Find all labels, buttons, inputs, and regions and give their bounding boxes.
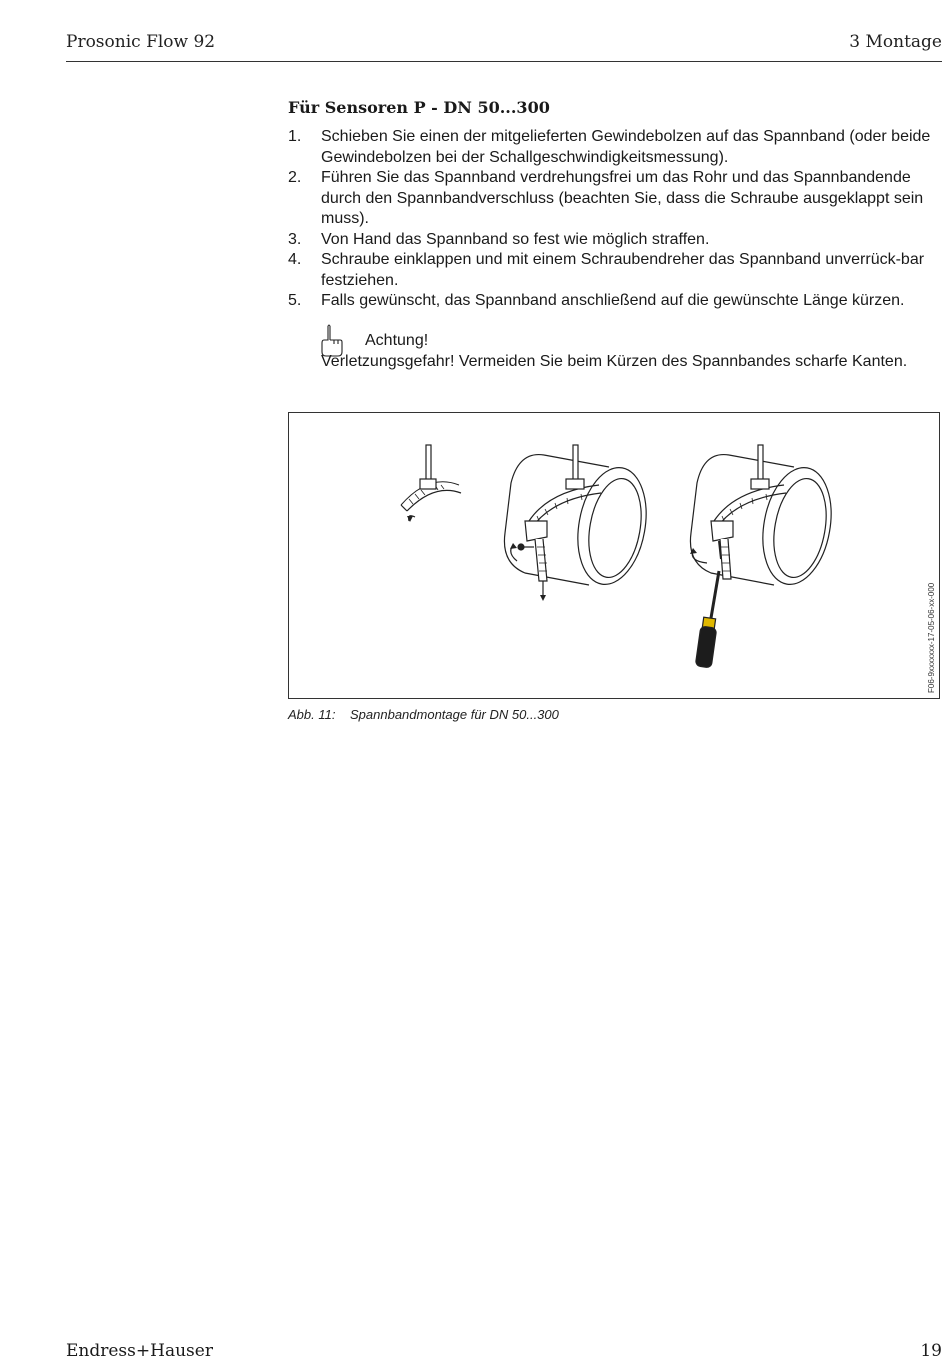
step-number: 1. [288, 128, 302, 145]
footer-company: Endress+Hauser [66, 1341, 213, 1361]
caption-number: Abb. 11: [288, 707, 336, 722]
step-text: Falls gewünscht, das Spannband anschließend auf die gewünschte Länge kürzen. [321, 292, 905, 309]
caption-text: Spannbandmontage für DN 50...300 [350, 707, 559, 722]
warning-title: Achtung! [365, 331, 429, 349]
step-text: Von Hand das Spannband so fest wie möglich straffen. [321, 230, 710, 248]
warning-text: Verletzungsgefahr! Vermeiden Sie beim Kürzen des Spannbandes scharfe Kanten. [321, 352, 908, 370]
step-number: 5. [288, 292, 302, 309]
strap-mounting-illustration [289, 413, 941, 700]
figure-code: F06-9xxxxxxx-17-05-06-xx-000 [927, 582, 936, 693]
list-item [288, 250, 943, 291]
instruction-list [288, 127, 943, 312]
step-text: Schieben Sie einen der mitgelieferten Gewindebolzen auf das Spannband (oder beide Gewindebolzen bei der Schallgeschwindigkeitsmessung). [321, 128, 931, 166]
page-number: 19 [920, 1341, 942, 1361]
list-item [288, 291, 943, 312]
header-chapter: 3 Montage [849, 32, 942, 52]
step-number: 3. [288, 230, 302, 248]
list-item [288, 127, 943, 168]
main-content [288, 98, 943, 372]
figure-caption [288, 707, 559, 722]
header-product-name: Prosonic Flow 92 [66, 32, 216, 52]
warning-note [288, 330, 943, 372]
bolt-detail [401, 445, 461, 522]
list-item [288, 230, 943, 251]
step-text: Schraube einklappen und mit einem Schraubendreher das Spannband unverrück-bar festziehen. [321, 251, 925, 289]
step-number: 2. [288, 169, 302, 186]
step-text: Führen Sie das Spannband verdrehungsfrei um das Rohr und das Spannbandende durch den Spannbandverschluss (beachten Sie, dass die Schraube ausgeklappt sein muss). [321, 169, 924, 227]
pipe-with-strap [504, 445, 654, 601]
page-header [66, 30, 942, 62]
step-number: 4. [288, 251, 302, 268]
section-title: Für Sensoren P - DN 50...300 [288, 98, 550, 117]
pointing-hand-icon [321, 324, 343, 358]
list-item [288, 168, 943, 230]
pipe-with-screwdriver [690, 445, 840, 668]
mounting-figure [288, 412, 940, 699]
